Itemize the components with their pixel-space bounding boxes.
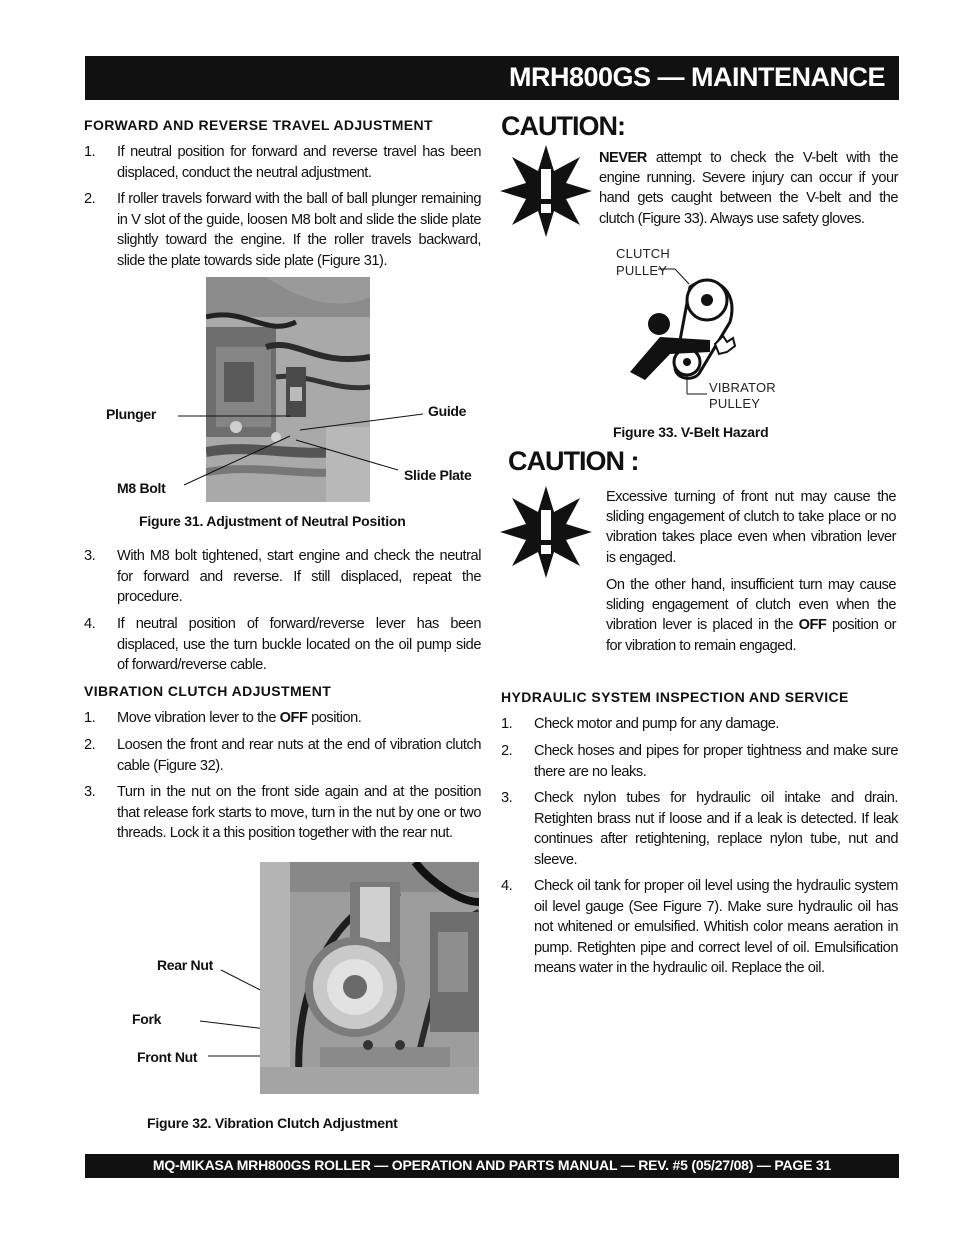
clutch-pulley-label-line2: PULLEY <box>616 263 668 278</box>
item-number: 1. <box>501 716 513 732</box>
item-text: Check motor and pump for any damage. <box>534 716 780 732</box>
item-number: 1. <box>84 144 96 160</box>
item-number: 2. <box>84 737 96 753</box>
item-text-post: position. <box>307 710 362 726</box>
forward-reverse-heading: FORWARD AND REVERSE TRAVEL ADJUSTMENT <box>84 117 434 133</box>
vibration-clutch-photo-illustration <box>260 862 479 1094</box>
item-number: 3. <box>84 784 96 800</box>
label-rear-nut: Rear Nut <box>157 957 213 973</box>
vibration-clutch-heading: VIBRATION CLUTCH ADJUSTMENT <box>84 683 332 699</box>
label-m8-bolt: M8 Bolt <box>117 480 166 496</box>
vibrator-pulley-label-line2: PULLEY <box>709 396 761 411</box>
label-guide: Guide <box>428 403 467 419</box>
item-number: 3. <box>84 548 96 564</box>
item-number: 4. <box>501 878 513 894</box>
caution-2-para-2 <box>606 575 896 656</box>
item-text: If neutral position for forward and reverse travel has been displaced, conduct the neutral adjustment. <box>117 144 481 181</box>
item-text: Turn in the nut on the front side again and at the position that release fork starts to move, turn in the nut by one or two threads. Lock it a this position together with the rear nut. <box>117 784 481 841</box>
hydraulic-heading: HYDRAULIC SYSTEM INSPECTION AND SERVICE <box>501 689 849 705</box>
page-title: MRH800GS — MAINTENANCE <box>508 62 885 92</box>
caution-2-para-1: Excessive turning of front nut may cause the sliding engagement of clutch to take place or no vibration takes place even when vibration lever is engaged. <box>606 489 896 566</box>
item-text: Check hoses and pipes for proper tightness and make sure there are no leaks. <box>534 743 898 780</box>
warning-starburst-icon <box>498 143 594 239</box>
caution-1-bold: NEVER <box>599 150 647 166</box>
vibrator-pulley-label-line1: VIBRATOR <box>709 380 776 395</box>
item-text-bold: OFF <box>279 710 308 726</box>
caution-title-2: CAUTION : <box>508 446 639 476</box>
item-text <box>117 708 481 729</box>
caution-2-para-2-pre: On the other hand, insufficient turn may cause sliding engagement of clutch even when the vibration lever is placed in the <box>606 577 896 634</box>
footer-bar <box>85 1154 899 1178</box>
item-number: 1. <box>84 710 96 726</box>
item-text: With M8 bolt tightened, start engine and check the neutral for forward and reverse. If still displaced, repeat the procedure. <box>117 548 481 605</box>
item-text: If neutral position of forward/reverse lever has been displaced, use the turn buckle located on the oil pump side of forward/reverse cable. <box>117 616 481 673</box>
item-number: 4. <box>84 616 96 632</box>
caution-2-para-2-post: position or for vibration to remain engaged. <box>606 617 897 654</box>
footer-text: MQ-MIKASA MRH800GS ROLLER — OPERATION AND PARTS MANUAL — REV. #5 (05/27/08) — PAGE 31 <box>152 1157 832 1173</box>
clutch-pulley-label-line1: CLUTCH <box>616 246 670 261</box>
label-plunger: Plunger <box>106 406 157 422</box>
caution-title-1: CAUTION: <box>501 111 625 141</box>
item-number: 2. <box>84 191 96 207</box>
warning-starburst-icon <box>498 484 594 580</box>
label-fork: Fork <box>132 1011 162 1027</box>
label-front-nut: Front Nut <box>137 1049 198 1065</box>
label-slide-plate: Slide Plate <box>404 467 472 483</box>
item-text: Check nylon tubes for hydraulic oil intake and drain. Retighten brass nut if loose and if a leak is detected. If leak continues after retightening, replace nylon tube, nut and sleeve. <box>534 790 898 868</box>
item-text: Loosen the front and rear nuts at the end of vibration clutch cable (Figure 32). <box>117 737 481 774</box>
item-text: Check oil tank for proper oil level using the hydraulic system oil level gauge (See Figure 7). Make sure hydraulic oil has not whitened or emulsified. Whitish color means aeration in pump. Retighten pipe and correct level of oil. Emulsification means water in the hydraulic oil. Replace the oil. <box>534 878 898 976</box>
item-text-pre: Move vibration lever to the <box>117 710 280 726</box>
item-number: 3. <box>501 790 513 806</box>
figure-32-caption: Figure 32. Vibration Clutch Adjustment <box>147 1115 398 1131</box>
figure-33-caption: Figure 33. V-Belt Hazard <box>613 424 769 440</box>
figure-31-caption: Figure 31. Adjustment of Neutral Position <box>139 513 406 529</box>
caution-1-body: attempt to check the V-belt with the engine running. Severe injury can occur if your hand gets caught between the V-belt and the clutch (Figure 33). Always use safety gloves. <box>599 150 898 227</box>
item-text: If roller travels forward with the ball of ball plunger remaining in V slot of the guide, loosen M8 bolt and slide the slide plate slightly toward the engine. If the roller travels backward, slide the plate towards side plate (Figure 31). <box>117 191 481 269</box>
figure-32-photo <box>260 862 479 1094</box>
caution-1-text <box>599 148 898 229</box>
caution-2-para-2-bold: OFF <box>798 617 827 634</box>
v-belt-hazard-illustration <box>615 262 745 402</box>
item-number: 2. <box>501 743 513 759</box>
